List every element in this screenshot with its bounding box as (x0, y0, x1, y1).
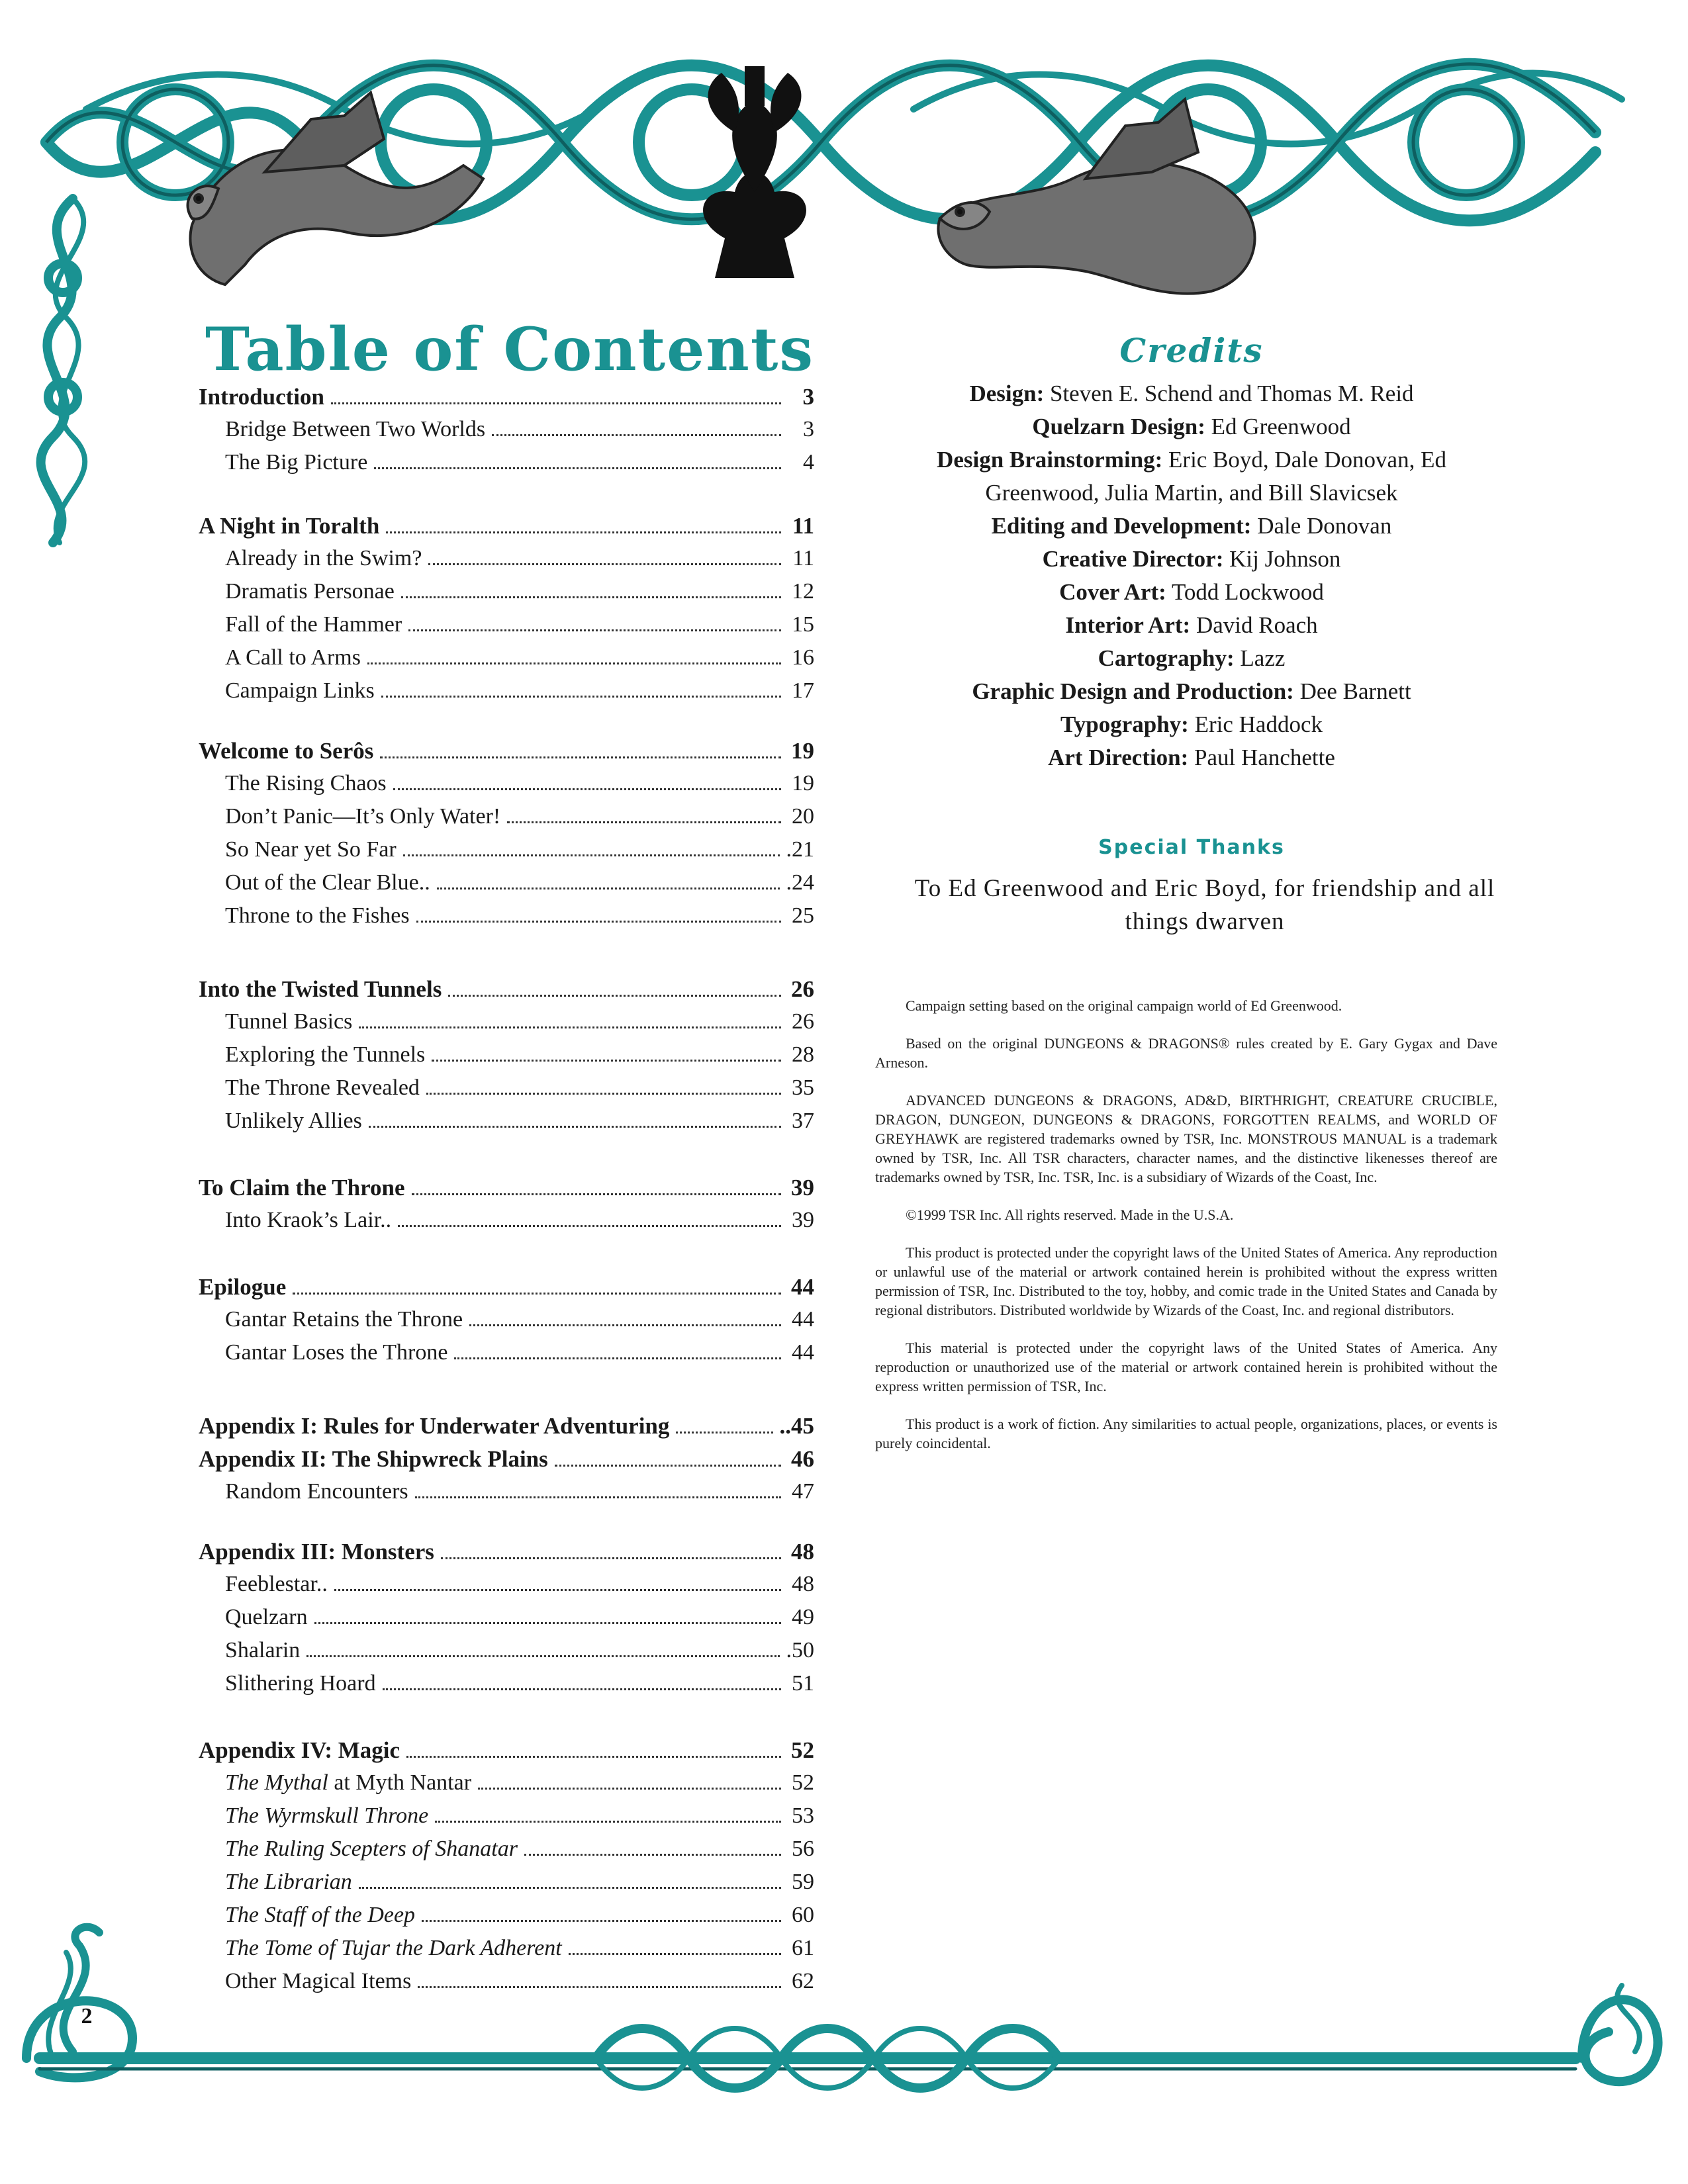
toc-page-number: 15 (792, 612, 814, 637)
dot-leader (314, 1606, 781, 1624)
toc-entry-title: Other Magical Items (225, 1969, 412, 1993)
toc-section (199, 1413, 814, 1446)
dot-leader (306, 1639, 779, 1657)
credit-role: Quelzarn Design: (1032, 414, 1205, 439)
toc-entry (199, 1969, 814, 2002)
toc-section-heading (199, 976, 814, 1009)
toc-entry-title: Appendix III: Monsters (199, 1539, 434, 1565)
credit-role: Cover Art: (1059, 579, 1166, 605)
toc-section-heading (199, 1539, 814, 1572)
toc-entry-title: The Tome of Tujar the Dark Adherent (225, 1936, 562, 1960)
toc-entry-title: The Throne Revealed (225, 1075, 420, 1100)
toc-page-number: 37 (792, 1109, 814, 1133)
dot-leader (415, 1480, 781, 1498)
toc-page-number: 16 (792, 645, 814, 670)
dot-leader (383, 1672, 781, 1690)
toc-page-number: 53 (792, 1803, 814, 1828)
toc-section (199, 1446, 814, 1512)
dot-leader (386, 516, 781, 533)
toc-page-number: 26 (792, 1009, 814, 1034)
dot-leader (448, 979, 781, 997)
toc-entry-title: The Wyrmskull Throne (225, 1803, 429, 1828)
toc-page-number: 39 (791, 1175, 814, 1201)
dot-leader (454, 1342, 781, 1359)
credit-names: Eric Boyd, Dale Donovan, Ed (1168, 447, 1446, 473)
toc-entry (199, 1009, 814, 1042)
toc-entry-title: Throne to the Fishes (225, 903, 410, 928)
toc-page-number: 44 (792, 1340, 814, 1365)
toc-entry (199, 1340, 814, 1373)
credit-role: Design Brainstorming: (937, 447, 1163, 473)
toc-entry-title: Appendix IV: Magic (199, 1737, 400, 1763)
dot-leader (469, 1308, 781, 1326)
toc-page-number: 3 (803, 417, 814, 441)
toc-entry (199, 1572, 814, 1605)
dot-leader (426, 1077, 781, 1095)
dot-leader (416, 905, 781, 923)
toc-entry (199, 1638, 814, 1671)
toc-entry (199, 645, 814, 678)
dot-leader (478, 1772, 781, 1790)
dot-leader (401, 580, 781, 598)
toc-entry-title-italic: The Mythal (225, 1770, 328, 1795)
toc-entry-title: Random Encounters (225, 1479, 408, 1504)
credits-title: Credits (1119, 331, 1264, 370)
credit-line (867, 477, 1516, 510)
toc-entry (199, 1075, 814, 1109)
toc-entry-title: The Librarian (225, 1870, 352, 1894)
credit-line (867, 543, 1516, 576)
toc-entry-title: The Rising Chaos (225, 771, 387, 796)
legal-paragraph: This product is protected under the copyright laws of the United States of America. Any reproduction or unlawful use of the material or artwork contained herein is prohibited without the express written permission of TSR, Inc. Distributed to the toy, hobby, and comic trade in the United States and Canada by regional distributors. Distributed worldwide by Wizards of the Coast, Inc. and regional distributors. (875, 1244, 1497, 1318)
credit-role: Editing and Development: (991, 513, 1252, 539)
credit-names: Kij Johnson (1229, 546, 1341, 572)
dot-leader (406, 1740, 781, 1758)
dot-leader (676, 1416, 773, 1433)
toc-page-number: 19 (792, 771, 814, 796)
toc-page-number: 11 (792, 513, 814, 539)
toc-entry-title: Gantar Retains the Throne (225, 1307, 463, 1332)
toc-page-number: 12 (792, 579, 814, 604)
toc-entry (199, 1109, 814, 1142)
left-vine-border (0, 0, 132, 596)
toc-section-heading (199, 513, 814, 546)
dot-leader (412, 1177, 782, 1195)
toc-entry (199, 417, 814, 450)
toc-page-number: 17 (792, 678, 814, 703)
credit-names: Eric Haddock (1194, 711, 1323, 737)
legal-paragraph: Based on the original DUNGEONS & DRAGONS® rules created by E. Gary Gygax and Dave Arneson. (875, 1035, 1497, 1071)
toc-entry-title: Introduction (199, 384, 324, 410)
toc-section (199, 1274, 814, 1373)
toc-entry (199, 1870, 814, 1903)
toc-entry-title: Don’t Panic—It’s Only Water! (225, 804, 501, 829)
dot-leader (418, 1970, 781, 1988)
toc-page-number: 48 (792, 1572, 814, 1596)
toc-page-number: 49 (792, 1605, 814, 1629)
credit-line (867, 377, 1516, 410)
toc-page-number: 48 (791, 1539, 814, 1565)
credit-role: Cartography: (1098, 645, 1235, 671)
page-number: 2 (81, 2004, 93, 2028)
dot-leader (393, 772, 781, 790)
dot-leader (428, 547, 781, 565)
toc-entry-title: The Staff of the Deep (225, 1903, 416, 1927)
dot-leader (408, 614, 781, 631)
toc-entry (199, 903, 814, 936)
toc-page-number: 62 (792, 1969, 814, 1993)
toc-section-heading (199, 1413, 814, 1446)
toc-entry-title: To Claim the Throne (199, 1175, 405, 1201)
dot-leader (441, 1541, 781, 1559)
toc-entry (199, 1479, 814, 1512)
special-thanks-text: To Ed Greenwood and Eric Boyd, for friendship and all things dwarven (914, 875, 1495, 935)
toc-entry (199, 612, 814, 645)
dot-leader (398, 1209, 781, 1227)
toc-entry (199, 1936, 814, 1969)
legal-paragraph: This material is protected under the copyright laws of the United States of America. Any reproduction or unauthorized use of the material or artwork contained herein is prohibited without the express written permission of TSR, Inc. (875, 1340, 1497, 1394)
toc-entry (199, 579, 814, 612)
toc-entry (199, 1671, 814, 1704)
toc-entry (199, 1770, 814, 1803)
toc-section (199, 1737, 814, 2002)
toc-page-number: 51 (792, 1671, 814, 1696)
toc-page-number: ..45 (779, 1413, 814, 1439)
toc-entry (199, 546, 814, 579)
toc-entry-title: The Big Picture (225, 450, 368, 475)
credit-line (867, 443, 1516, 477)
toc-entry-title-suffix: at Myth Nantar (328, 1770, 472, 1795)
special-thanks-title: Special Thanks (1098, 836, 1285, 859)
toc-entry-title: Dramatis Personae (225, 579, 395, 604)
dot-leader (293, 1277, 781, 1295)
toc-entry-title: A Night in Toralth (199, 513, 380, 539)
toc-page-number: 20 (792, 804, 814, 829)
toc-entry-title: Gantar Loses the Throne (225, 1340, 448, 1365)
toc-page-number: 52 (791, 1737, 814, 1763)
toc-entry (199, 1605, 814, 1638)
legal-notices (875, 996, 1497, 1471)
toc-section-heading (199, 1737, 814, 1770)
toc-page-number: .21 (786, 837, 814, 862)
toc-page-number: 44 (792, 1307, 814, 1332)
toc-entry-title: A Call to Arms (225, 645, 361, 670)
toc-entry-title: Slithering Hoard (225, 1671, 376, 1696)
left-vine-border-icon (41, 199, 85, 543)
dot-leader (331, 387, 781, 404)
toc-page-number: 3 (802, 384, 814, 410)
toc-section (199, 1539, 814, 1704)
credit-line (867, 675, 1516, 708)
toc-page-number: 19 (791, 738, 814, 764)
toc-entry-title: Epilogue (199, 1274, 287, 1300)
dot-leader (403, 839, 780, 856)
credit-line (867, 576, 1516, 609)
dot-leader (359, 1011, 781, 1028)
toc-entry-title: Welcome to Serôs (199, 738, 374, 764)
toc-page-number: 46 (791, 1446, 814, 1472)
credit-line (867, 708, 1516, 741)
toc-entry-title: Shalarin (225, 1638, 301, 1662)
credit-line (867, 609, 1516, 642)
toc-entry-title: The Ruling Scepters of Shanatar (225, 1837, 518, 1861)
toc-page-number: 61 (792, 1936, 814, 1960)
dot-leader (432, 1044, 781, 1062)
toc-section-heading (199, 738, 814, 771)
credit-line (867, 741, 1516, 774)
toc-entry (199, 1307, 814, 1340)
credit-names: Paul Hanchette (1194, 745, 1335, 770)
toc-entry-title: Unlikely Allies (225, 1109, 362, 1133)
credit-names: Greenwood, Julia Martin, and Bill Slavicsek (985, 480, 1398, 506)
toc-entry (199, 1803, 814, 1837)
toc-page-number: .24 (786, 870, 814, 895)
toc-entry-title (225, 1770, 471, 1796)
credits-list (867, 377, 1516, 774)
credit-names: Dee Barnett (1299, 678, 1411, 704)
toc-entry (199, 678, 814, 711)
toc-page-number: 39 (792, 1208, 814, 1232)
legal-paragraph: ADVANCED DUNGEONS & DRAGONS, AD&D, BIRTHRIGHT, CREATURE CRUCIBLE, DRAGON, DUNGEON, DUNGEONS & DRAGONS, FORGOTTEN REALMS, and WORLD OF GREYHAWK are registered trademarks owned by TSR, Inc. MONSTROUS MANUAL is a trademark owned by TSR, Inc. All TSR characters, character names, and the distinctive likenesses thereof are trademarks owned by TSR, Inc. TSR, Inc. is a subsidiary of Wizards of the Coast, Inc. (875, 1092, 1497, 1185)
legal-paragraph: Campaign setting based on the original campaign world of Ed Greenwood. (906, 997, 1342, 1014)
toc-page-number: 28 (792, 1042, 814, 1067)
dot-leader (381, 680, 781, 698)
dot-leader (492, 418, 781, 436)
toc-entry-title: Quelzarn (225, 1605, 308, 1629)
toc-entry-title: Bridge Between Two Worlds (225, 417, 486, 441)
toc-entry (199, 804, 814, 837)
toc-entry-title: Appendix I: Rules for Underwater Adventuring (199, 1413, 670, 1439)
credit-role: Graphic Design and Production: (972, 678, 1294, 704)
toc-entry (199, 771, 814, 804)
toc-entry-title: Campaign Links (225, 678, 375, 703)
toc-page-number: 56 (792, 1837, 814, 1861)
toc-entry-title: Feeblestar.. (225, 1572, 328, 1596)
toc-page-number: 25 (792, 903, 814, 928)
toc-page-number: 44 (791, 1274, 814, 1300)
credit-names: Todd Lockwood (1171, 579, 1324, 605)
toc-entry (199, 1903, 814, 1936)
toc-entry (199, 1042, 814, 1075)
toc-entry-title: Fall of the Hammer (225, 612, 402, 637)
dot-leader (569, 1937, 781, 1955)
toc-page-number: 59 (792, 1870, 814, 1894)
toc-page-number: 35 (792, 1075, 814, 1100)
toc-section (199, 976, 814, 1142)
credit-names: David Roach (1196, 612, 1318, 638)
dot-leader (555, 1449, 781, 1467)
toc-entry (199, 870, 814, 903)
toc-entry-title: Exploring the Tunnels (225, 1042, 426, 1067)
toc-page-number: 26 (791, 976, 814, 1002)
toc-section-heading (199, 1175, 814, 1208)
toc-section (199, 738, 814, 936)
toc-page-number: 11 (792, 546, 814, 570)
credit-role: Design: (969, 381, 1045, 406)
toc-section (199, 384, 814, 483)
toc-section-heading (199, 1274, 814, 1307)
dot-leader (507, 805, 781, 823)
credit-names: Lazz (1240, 645, 1286, 671)
toc-section (199, 513, 814, 711)
legal-paragraph: This product is a work of fiction. Any similarities to actual people, organizations, places, or events is purely coincidental. (875, 1416, 1497, 1451)
dragon-icon (188, 93, 483, 285)
toc-page-number: .50 (786, 1638, 814, 1662)
toc-section (199, 1175, 814, 1241)
toc-entry-title: Appendix II: The Shipwreck Plains (199, 1446, 548, 1472)
toc-page-number: 47 (792, 1479, 814, 1504)
toc-page-number: 4 (803, 450, 814, 475)
credit-role: Art Direction: (1048, 745, 1189, 770)
dot-leader (359, 1871, 781, 1889)
dot-leader (334, 1573, 781, 1591)
dot-leader (422, 1904, 781, 1922)
credit-line (867, 642, 1516, 675)
toc-entry-title: So Near yet So Far (225, 837, 397, 862)
toc-entry-title: Already in the Swim? (225, 546, 422, 570)
credit-role: Typography: (1060, 711, 1189, 737)
toc-entry-title: Into the Twisted Tunnels (199, 976, 442, 1002)
credit-line (867, 410, 1516, 443)
legal-paragraph: ©1999 TSR Inc. All rights reserved. Made in the U.S.A. (906, 1206, 1234, 1223)
credit-names: Dale Donovan (1257, 513, 1392, 539)
toc-page-number: 60 (792, 1903, 814, 1927)
toc-entry-title: Out of the Clear Blue.. (225, 870, 430, 895)
toc-entry (199, 1837, 814, 1870)
toc-title: Table of Contents (205, 314, 815, 385)
credit-names: Steven E. Schend and Thomas M. Reid (1049, 381, 1414, 406)
toc-entry (199, 1208, 814, 1241)
credit-line (867, 510, 1516, 543)
toc-section-heading (199, 384, 814, 417)
toc-section-heading (199, 1446, 814, 1479)
toc-entry (199, 837, 814, 870)
dot-leader (437, 872, 780, 889)
credit-role: Interior Art: (1065, 612, 1191, 638)
dot-leader (380, 741, 781, 758)
dot-leader (435, 1805, 781, 1823)
toc-page-number: 52 (792, 1770, 814, 1795)
credit-role: Creative Director: (1042, 546, 1224, 572)
toc-entry-title: Into Kraok’s Lair.. (225, 1208, 392, 1232)
toc-entry-title: Tunnel Basics (225, 1009, 353, 1034)
dot-leader (524, 1838, 781, 1856)
credit-names: Ed Greenwood (1211, 414, 1351, 439)
dot-leader (369, 1110, 781, 1128)
dot-leader (374, 451, 781, 469)
dot-leader (367, 647, 781, 664)
toc-entry (199, 450, 814, 483)
